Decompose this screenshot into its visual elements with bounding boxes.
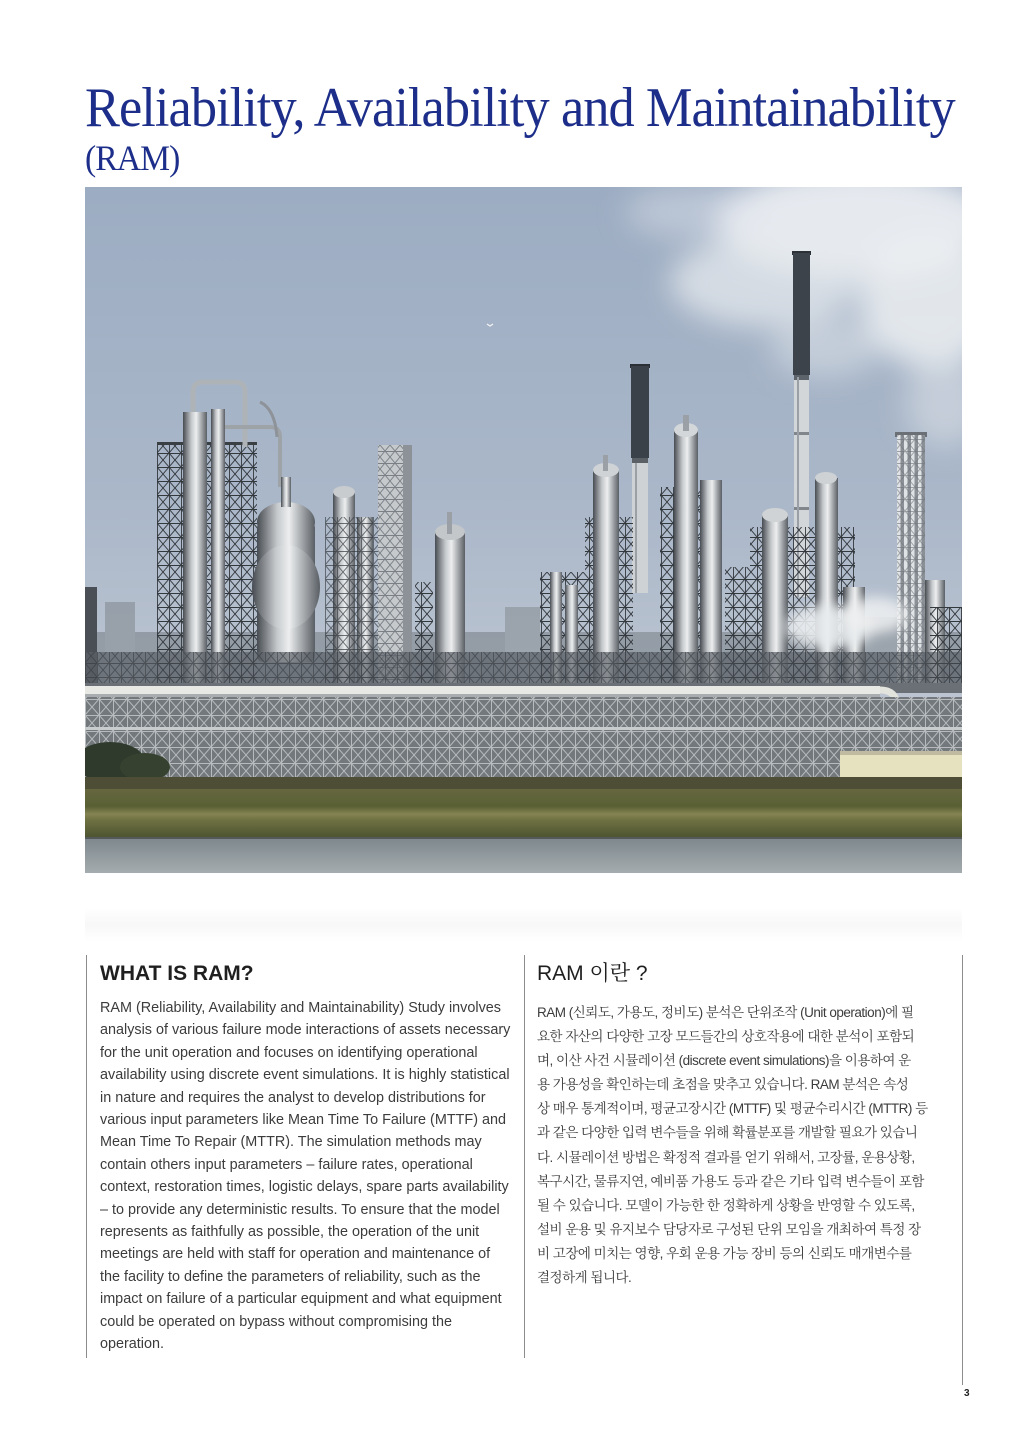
text-line: 요한 자산의 다양한 고장 모드들간의 상호작용에 대한 분석이 포함되 xyxy=(537,1029,915,1045)
text-line: RAM (Reliability, Availability and Maintainability) Study involves xyxy=(100,1000,501,1016)
text-line: in nature and requires the analyst to develop distributions for xyxy=(100,1089,486,1106)
text-line: availability using discrete event simulations. It is highly statistical xyxy=(100,1067,510,1084)
text-line: impact on failure of a particular equipment and what equipment xyxy=(100,1291,502,1308)
korean-body-text xyxy=(537,1001,957,1290)
water xyxy=(85,837,962,873)
text-line: could be operated on bypass without compromising the xyxy=(100,1313,452,1330)
english-section-heading: WHAT IS RAM? xyxy=(100,962,254,985)
page-title: Reliability, Availability and Maintainability xyxy=(85,77,955,139)
text-line: meetings are held with staff for operation and maintenance of xyxy=(100,1246,491,1263)
text-line: – to provide any deterministic results. To ensure that the model xyxy=(100,1201,500,1218)
text-line: Mean Time To Repair (MTTR). The simulation methods may xyxy=(100,1134,482,1151)
refinery-photo xyxy=(85,187,962,873)
text-line: RAM (신뢰도, 가용도, 정비도) 분석은 단위조작 (Unit operation)에 필 xyxy=(537,1005,914,1020)
storage-building xyxy=(840,751,962,781)
text-line: the facility to define the parameters of reliability, such as the xyxy=(100,1268,481,1285)
text-line: for the unit operation and focuses on identifying operational xyxy=(100,1044,478,1061)
text-line: 설비 운용 및 유지보수 담당자로 구성된 단위 모임을 개최하여 특정 장 xyxy=(537,1221,921,1237)
equipment-band xyxy=(85,652,962,684)
text-line: 과 같은 다양한 입력 변수들을 위해 확률분포를 개발할 필요가 있습니 xyxy=(537,1125,918,1141)
column-rule-right xyxy=(962,955,963,1385)
text-line: 용 가용성을 확인하는데 초점을 맞추고 있습니다. RAM 분석은 속성 xyxy=(537,1077,909,1093)
english-body-text xyxy=(100,997,520,1356)
scan-artifact-band xyxy=(85,908,962,942)
column-rule-left xyxy=(86,955,87,1358)
text-line: analysis of various failure mode interactions of assets necessary xyxy=(100,1022,511,1039)
page-number: 3 xyxy=(964,1388,970,1399)
text-line: operation. xyxy=(100,1336,165,1353)
text-line: 결정하게 됩니다. xyxy=(537,1270,632,1286)
text-line: 상 매우 통계적이며, 평균고장시간 (MTTF) 및 평균수리시간 (MTTR) 등 xyxy=(537,1101,928,1117)
page-subtitle: (RAM) xyxy=(85,138,180,178)
text-line: 복구시간, 물류지연, 예비품 가용도 등과 같은 기타 입력 변수들이 포함 xyxy=(537,1173,924,1189)
refinery-illustration xyxy=(85,187,962,873)
column-rule-middle xyxy=(524,955,525,1358)
text-line: contain others input parameters – failure rates, operational xyxy=(100,1156,473,1173)
text-line: represents as faithfully as possible, the operation of the unit xyxy=(100,1224,480,1241)
riverbank xyxy=(85,777,962,839)
text-line: 다. 시뮬레이션 방법은 확정적 결과를 얻기 위해서, 고장률, 운용상황, xyxy=(537,1149,915,1165)
text-line: 비 고장에 미치는 영향, 우회 운용 가능 장비 등의 신뢰도 매개변수를 xyxy=(537,1245,912,1261)
text-line: various input parameters like Mean Time To Failure (MTTF) and xyxy=(100,1112,507,1129)
pipe-rack xyxy=(85,683,962,781)
text-line: context, restoration times, logistic delays, spare parts availability xyxy=(100,1179,509,1196)
text-line: 며, 이산 사건 시뮬레이션 (discrete event simulations)을 이용하여 운 xyxy=(537,1053,911,1069)
korean-section-heading: RAM 이란 ? xyxy=(537,962,648,985)
text-line: 될 수 있습니다. 모델이 가능한 한 정확하게 상황을 반영할 수 있도록, xyxy=(537,1197,915,1213)
